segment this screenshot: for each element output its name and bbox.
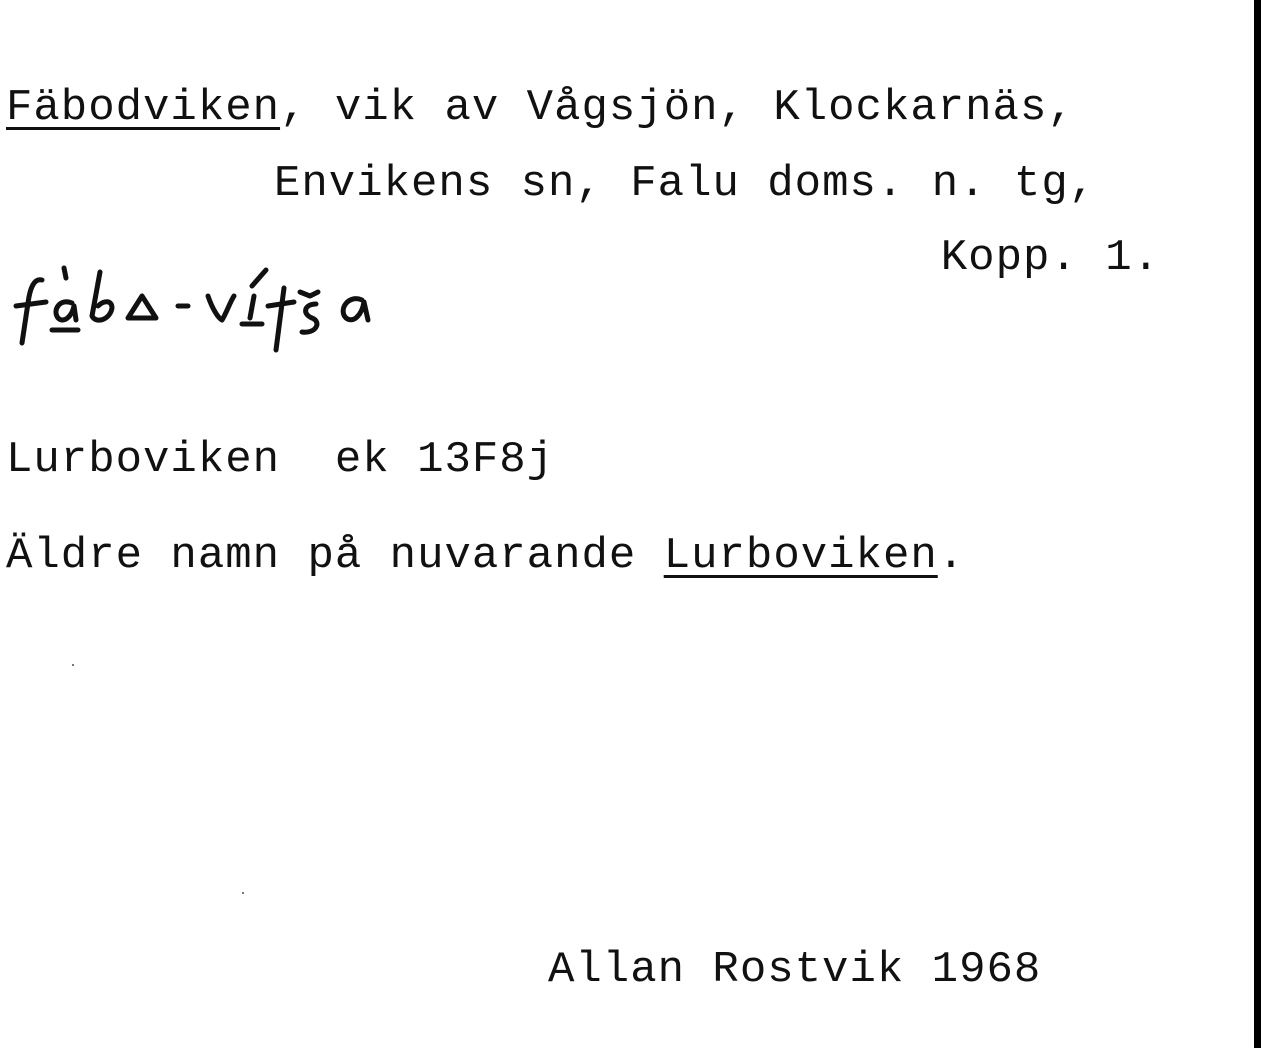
map-reference: Lurboviken ek 13F8j: [6, 435, 555, 485]
headword: Fäbodviken: [6, 83, 281, 133]
headword-line: [6, 82, 1075, 134]
note-period: .: [937, 531, 966, 581]
headword-description: , vik av Vågsjön, Klockarnäs,: [280, 83, 1075, 133]
scan-speck: [242, 892, 244, 894]
scan-speck: [72, 664, 74, 666]
signature: Allan Rostvik 1968: [548, 945, 1042, 995]
card-edge: [1254, 0, 1261, 1048]
note-name: Lurboviken: [663, 531, 938, 581]
location-line: Envikens sn, Falu doms. n. tg,: [274, 159, 1097, 209]
handwritten-pronunciation: [12, 258, 402, 358]
source-line: Kopp. 1.: [940, 233, 1160, 283]
note-text: Äldre namn på nuvarande: [6, 531, 664, 581]
note-line: [6, 530, 965, 582]
